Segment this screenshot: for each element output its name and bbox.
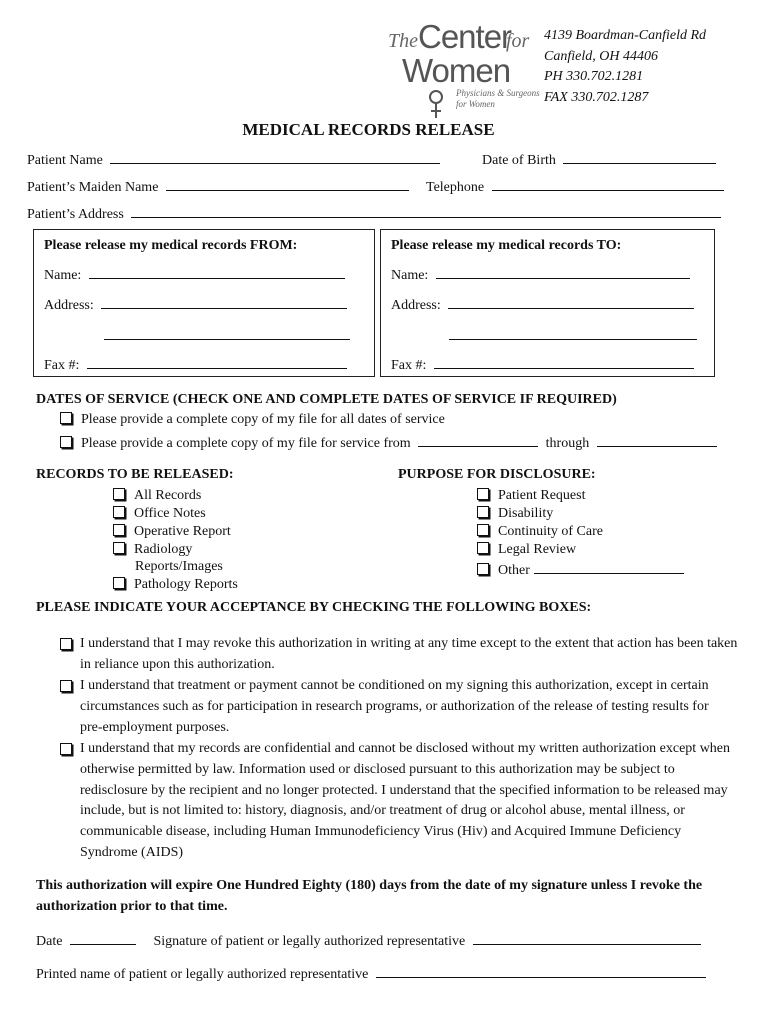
dates-option-all (60, 412, 445, 428)
dates-option-range (60, 433, 717, 452)
from-address-field[interactable] (101, 295, 347, 309)
logo-women: Women (402, 52, 511, 89)
other-purpose-field[interactable] (534, 560, 684, 574)
records-item (113, 542, 192, 558)
purpose-item (477, 488, 586, 504)
checkbox-office-notes[interactable] (113, 506, 125, 518)
signature-field[interactable] (473, 931, 701, 945)
telephone-row (426, 177, 724, 196)
dob-label: Date of Birth (482, 153, 556, 168)
checkbox-disability[interactable] (477, 506, 489, 518)
printed-name-label: Printed name of patient or legally authorized representative (36, 967, 369, 982)
page-title: MEDICAL RECORDS RELEASE (242, 120, 495, 139)
date-field[interactable] (70, 931, 136, 945)
from-heading: Please release my medical records FROM: (44, 238, 298, 253)
checkbox-other[interactable] (477, 563, 489, 575)
purpose-heading: PURPOSE FOR DISCLOSURE: (398, 467, 596, 482)
from-fax-label: Fax #: (44, 358, 80, 373)
to-address-field[interactable] (448, 295, 694, 309)
checkbox-acceptance-confidential[interactable] (60, 743, 72, 755)
to-fax-label: Fax #: (391, 358, 427, 373)
records-item-label: Operative Report (134, 524, 231, 539)
from-fax-row (44, 355, 347, 374)
patient-address-field[interactable] (131, 204, 721, 218)
purpose-item-label: Legal Review (498, 542, 577, 557)
checkbox-pathology-reports[interactable] (113, 577, 125, 589)
to-name-field[interactable] (436, 265, 690, 279)
purpose-item (477, 542, 576, 558)
to-name-label: Name: (391, 268, 429, 283)
to-address-line2-field[interactable] (449, 326, 697, 340)
address-line: Canfield, OH 44406 (544, 48, 658, 64)
maiden-name-field[interactable] (166, 177, 409, 191)
dates-option-range-label: Please provide a complete copy of my file for service from (81, 436, 411, 451)
records-item-label: Radiology (134, 542, 193, 557)
records-item (113, 488, 201, 504)
purpose-item-label: Patient Request (498, 488, 586, 503)
to-name-row (391, 265, 690, 284)
address-line: 4139 Boardman-Canfield Rd (544, 28, 707, 43)
from-address-line2-field[interactable] (104, 326, 350, 340)
to-heading: Please release my medical records TO: (391, 238, 622, 253)
records-item (113, 524, 231, 540)
from-address-row (44, 295, 347, 314)
signature-label: Signature of patient or legally authorized representative (153, 934, 466, 949)
from-name-label: Name: (44, 268, 82, 283)
purpose-item-label: Continuity of Care (498, 524, 603, 539)
patient-address-label: Patient’s Address (27, 207, 124, 222)
from-fax-field[interactable] (87, 355, 347, 369)
from-name-row (44, 265, 345, 284)
checkbox-operative-report[interactable] (113, 524, 125, 536)
checkbox-date-range[interactable] (60, 436, 72, 448)
logo-center: Center (418, 18, 512, 55)
clinic-address (544, 26, 706, 108)
to-fax-field[interactable] (434, 355, 694, 369)
telephone-field[interactable] (492, 177, 724, 191)
dates-option-all-label: Please provide a complete copy of my file for all dates of service (81, 412, 445, 427)
records-item-label: Pathology Reports (134, 577, 238, 592)
service-through-date-field[interactable] (597, 433, 717, 447)
service-from-date-field[interactable] (418, 433, 538, 447)
fax-line: FAX 330.702.1287 (544, 89, 649, 105)
printed-name-row (36, 964, 706, 983)
checkbox-acceptance-revoke[interactable] (60, 638, 72, 650)
phone-line: PH 330.702.1281 (544, 69, 644, 84)
logo (388, 20, 538, 112)
through-label: through (545, 436, 590, 451)
dates-of-service-heading: DATES OF SERVICE (CHECK ONE AND COMPLETE DATES OF SERVICE IF REQUIRED) (36, 392, 617, 407)
to-fax-row (391, 355, 694, 374)
records-item-label: All Records (134, 488, 202, 503)
maiden-name-label: Patient’s Maiden Name (27, 180, 159, 195)
checkbox-all-dates[interactable] (60, 412, 72, 424)
checkbox-radiology[interactable] (113, 542, 125, 554)
checkbox-acceptance-treatment[interactable] (60, 680, 72, 692)
date-signature-row (36, 931, 701, 950)
records-item (113, 506, 206, 522)
acceptance-item-confidential: I understand that my records are confidential and cannot be disclosed without my written authorization except when otherwise permitted by law. Information used or disclosed pursuant to this authorization may be subject to redisclosure by the recipient and no longer protected. I understand that the specified information to be released may include, but is not limited to: history, diagnosis, and/or treatment of drug or alcohol abuse, mental illness, or communicable disease, including Human Immunodeficiency Virus (Hiv) and Acquired Immune Deficiency Syndrome (AIDS) (80, 741, 731, 860)
checkbox-patient-request[interactable] (477, 488, 489, 500)
to-address-label: Address: (391, 298, 441, 313)
date-label: Date (36, 934, 63, 949)
logo-the: The (388, 30, 418, 52)
patient-name-label: Patient Name (27, 153, 103, 168)
acceptance-item-revoke: I understand that I may revoke this authorization in writing at any time except to the extent that action has been taken in reliance upon this authorization. (80, 636, 738, 672)
purpose-item-label: Disability (498, 506, 554, 521)
acceptance-item-treatment: I understand that treatment or payment cannot be conditioned on my signing this authorization, except in certain circumstances such as for participation in research programs, or authorization of the release of testing results for pre-employment purposes. (80, 678, 709, 735)
records-item-continuation: Reports/Images (135, 559, 223, 574)
logo-tagline-1: Physicians & Surgeons (456, 88, 540, 98)
checkbox-all-records[interactable] (113, 488, 125, 500)
purpose-item-label: Other (498, 563, 530, 578)
purpose-item (477, 524, 603, 540)
patient-address-row (27, 204, 721, 223)
checkbox-continuity-of-care[interactable] (477, 524, 489, 536)
dob-row (482, 150, 716, 169)
checkbox-legal-review[interactable] (477, 542, 489, 554)
release-from-box (33, 229, 375, 377)
patient-name-row (27, 150, 440, 169)
acceptance-heading: PLEASE INDICATE YOUR ACCEPTANCE BY CHECKING THE FOLLOWING BOXES: (36, 600, 592, 615)
expiry-notice: This authorization will expire One Hundred Eighty (180) days from the date of my signature unless I revoke the authorization prior to that time. (36, 878, 703, 914)
from-name-field[interactable] (89, 265, 345, 279)
records-item-label: Office Notes (134, 506, 206, 521)
purpose-item (477, 560, 684, 579)
purpose-item (477, 506, 553, 522)
patient-name-field[interactable] (110, 150, 440, 164)
printed-name-field[interactable] (376, 964, 706, 978)
from-address-label: Address: (44, 298, 94, 313)
logo-tagline-2: for Women (456, 99, 495, 109)
records-heading: RECORDS TO BE RELEASED: (36, 467, 234, 482)
records-item (113, 577, 238, 593)
dob-field[interactable] (563, 150, 716, 164)
release-to-box (380, 229, 715, 377)
telephone-label: Telephone (426, 180, 485, 195)
logo-for: for (506, 30, 530, 52)
female-symbol-icon (426, 90, 446, 120)
to-address-row (391, 295, 694, 314)
maiden-name-row (27, 177, 409, 196)
